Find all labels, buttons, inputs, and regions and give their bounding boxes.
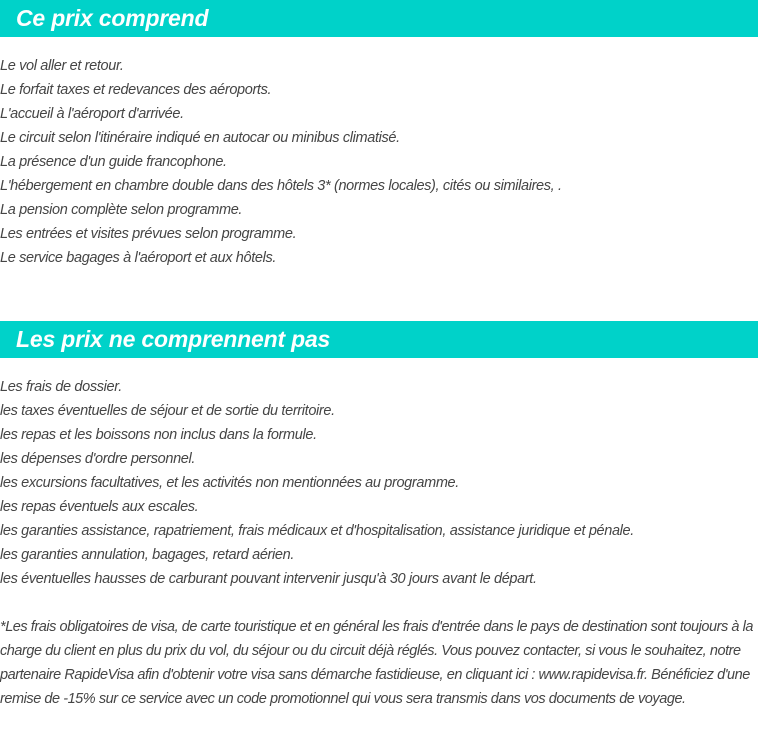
list-item: les éventuelles hausses de carburant pouvant intervenir jusqu'à 30 jours avant le départ. — [0, 571, 537, 587]
list-item: les garanties assistance, rapatriement, frais médicaux et d'hospitalisation, assistance juridique et pénale. — [0, 523, 634, 539]
list-item: les excursions facultatives, et les activités non mentionnées au programme. — [0, 475, 459, 491]
visa-note — [0, 615, 758, 711]
included-section — [0, 0, 758, 270]
excluded-list — [0, 358, 758, 591]
list-item: Le vol aller et retour. — [0, 58, 124, 74]
list-item: les repas et les boissons non inclus dans la formule. — [0, 427, 317, 443]
list-item: Le circuit selon l'itinéraire indiqué en autocar ou minibus climatisé. — [0, 130, 400, 146]
list-item: La pension complète selon programme. — [0, 202, 243, 218]
list-item: Les frais de dossier. — [0, 379, 122, 395]
included-header — [0, 0, 758, 37]
excluded-title: Les prix ne comprennent pas — [16, 326, 331, 352]
list-item: les repas éventuels aux escales. — [0, 499, 199, 515]
excluded-header — [0, 321, 758, 358]
list-item: les dépenses d'ordre personnel. — [0, 451, 196, 467]
included-list — [0, 37, 758, 270]
list-item: L'accueil à l'aéroport d'arrivée. — [0, 106, 184, 122]
list-item: Le service bagages à l'aéroport et aux hôtels. — [0, 250, 277, 266]
list-item: Le forfait taxes et redevances des aéroports. — [0, 82, 272, 98]
list-item: La présence d'un guide francophone. — [0, 154, 227, 170]
excluded-section — [0, 321, 758, 711]
list-item: les garanties annulation, bagages, retard aérien. — [0, 547, 295, 563]
visa-note-text: *Les frais obligatoires de visa, de carte touristique et en général les frais d'entrée dans le pays de destination sont toujours à la charge du client en plus du prix du vol, du séjour ou du circuit déjà réglés. Vous pouvez contacter, si vous le souhaitez, notre partenaire RapideVisa afin d'obtenir votre visa sans démarche fastidieuse, en cliquant ici : www.rapidevisa.fr. Bénéficiez d'une remise de -15% sur ce service avec un code promotionnel qui vous sera transmis dans vos documents de voyage. — [0, 619, 753, 707]
list-item: Les entrées et visites prévues selon programme. — [0, 226, 297, 242]
list-item: les taxes éventuelles de séjour et de sortie du territoire. — [0, 403, 335, 419]
list-item: L'hébergement en chambre double dans des hôtels 3* (normes locales), cités ou similaires, . — [0, 178, 562, 194]
included-title: Ce prix comprend — [16, 5, 209, 31]
